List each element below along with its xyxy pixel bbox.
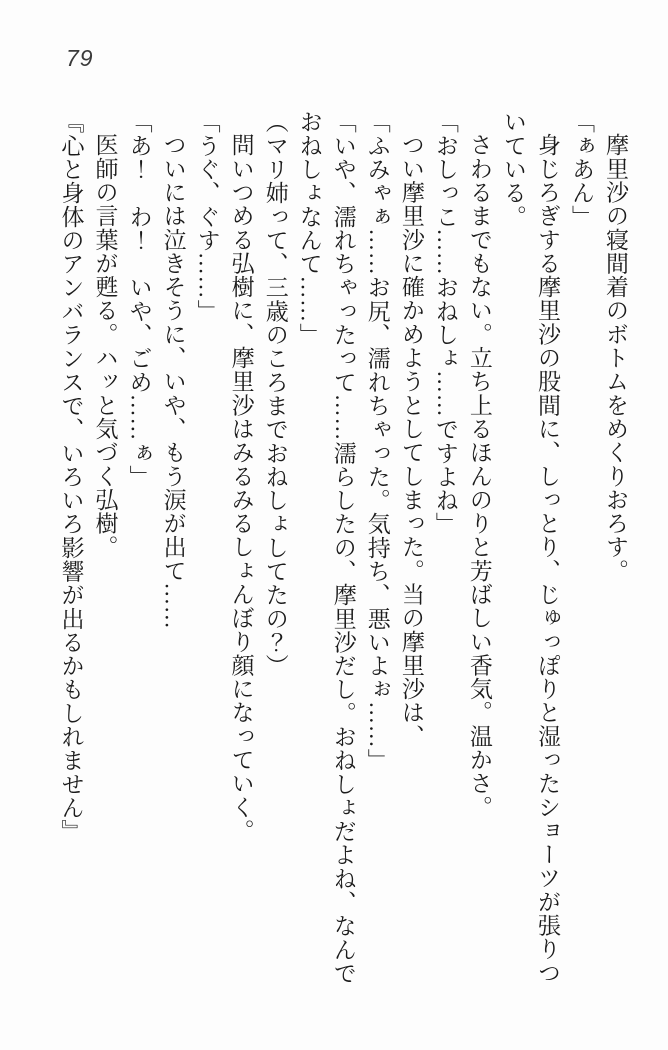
paragraph: 「おしっこ……おねしょ……ですよね」 xyxy=(432,110,458,536)
paragraph: 「ぁあん」 xyxy=(568,110,594,229)
paragraph: 身じろぎする摩里沙の股間に、しっとり、じゅっぽりと湿ったショーツが張りついている。 xyxy=(500,110,560,985)
paragraph: 「いや、濡れちゃったって……濡らしたの、摩里沙だし。おねしょだよね、なんでおねしょなんて……」 xyxy=(296,110,356,985)
paragraph: 「ふみゃぁ……お尻、濡れちゃった。気持ち、悪いよぉ……」 xyxy=(364,110,390,773)
paragraph: 摩里沙の寝間着のボトムをめくりおろす。 xyxy=(603,133,628,583)
paragraph: 問いつめる弘樹に、摩里沙はみるみるしょんぼり顔になっていく。 xyxy=(228,133,254,843)
paragraph: 「うぐ、ぐす……」 xyxy=(194,110,220,323)
paragraph: さわるまでもない。立ち上るほんのりと芳ばしい香気。温かさ。 xyxy=(466,133,492,819)
vertical-text-body xyxy=(53,110,632,1007)
page-number: 79 xyxy=(66,45,94,71)
paragraph: つい摩里沙に確かめようとしてしまった。当の摩里沙は、 xyxy=(398,133,424,748)
paragraph: （マリ姉って、三歳のころまでおねしょしてたの？） xyxy=(262,110,288,678)
paragraph: ついには泣きそうに、いや、もう涙が出て…… xyxy=(160,133,186,630)
paragraph: 「あ！ わ！ いや、ごめ……ぁ」 xyxy=(126,110,152,489)
paragraph: 医師の言葉が甦る。ハッと気づく弘樹。 xyxy=(92,133,118,559)
paragraph: 『心と身体のアンバランスで、いろいろ影響が出るかもしれません』 xyxy=(58,110,84,843)
